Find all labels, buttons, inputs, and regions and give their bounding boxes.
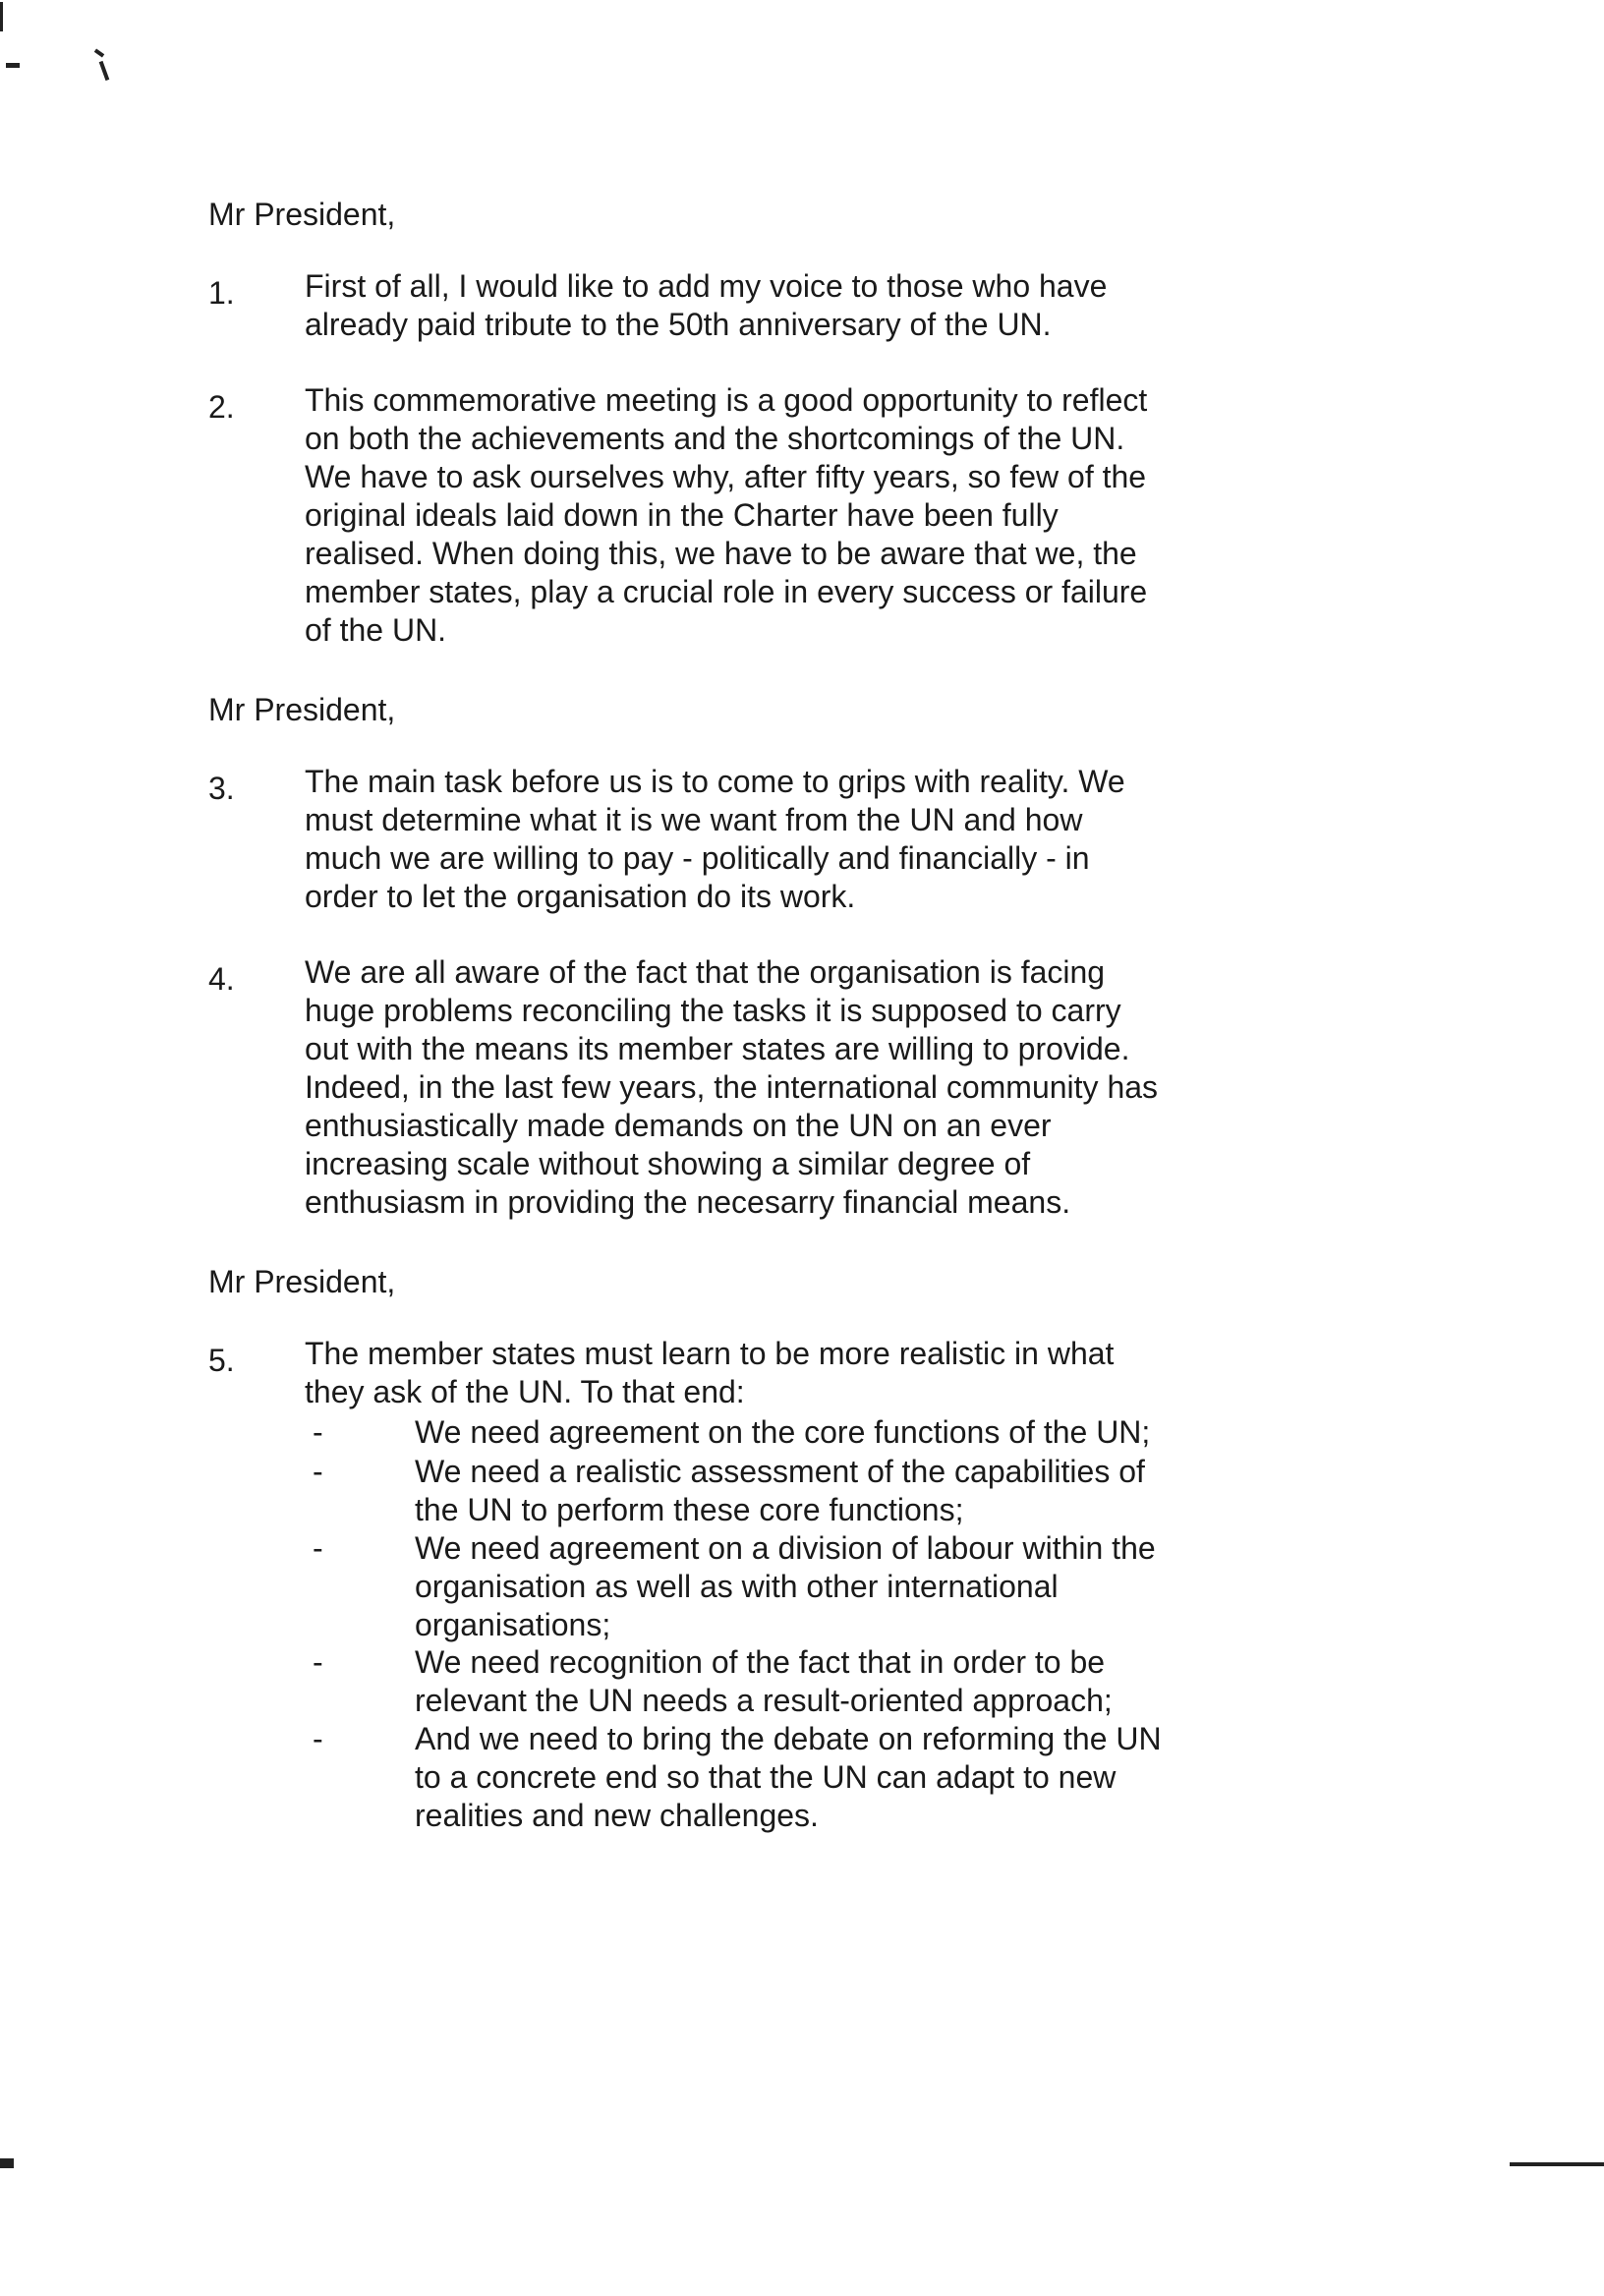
paragraph-text xyxy=(305,763,1484,916)
text-line: And we need to bring the debate on reforming the UN xyxy=(415,1721,1162,1756)
scan-artifact-top-left xyxy=(0,2,3,31)
text-line: First of all, I would like to add my voice to those who have xyxy=(305,268,1108,304)
text-line: The main task before us is to come to grips with reality. We xyxy=(305,764,1125,799)
text-line: already paid tribute to the 50th anniversary of the UN. xyxy=(305,307,1052,342)
text-line: of the UN. xyxy=(305,612,447,648)
salutation: Mr President, xyxy=(208,197,396,232)
text-line: realities and new challenges. xyxy=(415,1798,819,1833)
bullet-dash: - xyxy=(313,1454,323,1489)
text-line: out with the means its member states are willing to provide. xyxy=(305,1031,1130,1066)
text-line: We need a realistic assessment of the capabilities of xyxy=(415,1454,1145,1489)
text-line: on both the achievements and the shortcomings of the UN. xyxy=(305,421,1125,456)
paragraph-number: 5. xyxy=(208,1343,235,1378)
text-line: they ask of the UN. To that end: xyxy=(305,1374,745,1409)
salutation: Mr President, xyxy=(208,1264,396,1299)
text-line: This commemorative meeting is a good opportunity to reflect xyxy=(305,382,1148,418)
text-line: organisations; xyxy=(415,1607,611,1642)
paragraph-number: 3. xyxy=(208,771,235,806)
text-line: We are all aware of the fact that the organisation is facing xyxy=(305,954,1106,990)
text-line: huge problems reconciling the tasks it is supposed to carry xyxy=(305,993,1121,1028)
text-line: We have to ask ourselves why, after fifty years, so few of the xyxy=(305,459,1147,494)
text-line: relevant the UN needs a result-oriented approach; xyxy=(415,1683,1113,1718)
bullet-dash: - xyxy=(313,1530,323,1566)
scan-artifact-top-mark xyxy=(94,48,104,57)
text-line: We need recognition of the fact that in order to be xyxy=(415,1644,1106,1680)
scan-artifact-bottom-left xyxy=(0,2158,14,2168)
paragraph-text xyxy=(305,267,1484,344)
bullet-dash: - xyxy=(313,1414,323,1450)
text-line: to a concrete end so that the UN can adapt to new xyxy=(415,1759,1117,1795)
text-line: must determine what it is we want from the UN and how xyxy=(305,802,1083,837)
text-line: enthusiasm in providing the necesarry financial means. xyxy=(305,1184,1071,1220)
bullet-dash: - xyxy=(313,1644,323,1680)
paragraph-number: 4. xyxy=(208,961,235,997)
bullet-dash: - xyxy=(313,1721,323,1756)
text-line: much we are willing to pay - politically and financially - in xyxy=(305,840,1090,876)
bullet-text xyxy=(415,1643,1113,1720)
text-line: The member states must learn to be more realistic in what xyxy=(305,1336,1115,1371)
paragraph-text xyxy=(305,1335,1484,1411)
scan-artifact-top-left-dash xyxy=(6,63,20,68)
paragraph-text xyxy=(305,381,1484,650)
text-line: enthusiastically made demands on the UN on an ever xyxy=(305,1108,1052,1143)
text-line: increasing scale without showing a similar degree of xyxy=(305,1146,1031,1181)
text-line: the UN to perform these core functions; xyxy=(415,1492,964,1527)
text-line: original ideals laid down in the Charter have been fully xyxy=(305,497,1059,533)
text-line: realised. When doing this, we have to be aware that we, the xyxy=(305,536,1137,571)
text-line: organisation as well as with other international xyxy=(415,1569,1059,1604)
text-line: We need agreement on the core functions of the UN; xyxy=(415,1414,1151,1450)
text-line: We need agreement on a division of labour within the xyxy=(415,1530,1156,1566)
salutation: Mr President, xyxy=(208,692,396,727)
paragraph-text xyxy=(305,953,1484,1222)
scan-artifact-top-mark-2 xyxy=(99,61,110,81)
bullet-text xyxy=(415,1720,1162,1835)
bullet-text xyxy=(415,1529,1156,1644)
scan-artifact-bottom-right xyxy=(1510,2162,1604,2166)
bullet-text xyxy=(415,1413,1150,1452)
text-line: Indeed, in the last few years, the international community has xyxy=(305,1069,1159,1105)
paragraph-number: 2. xyxy=(208,389,235,425)
paragraph-number: 1. xyxy=(208,275,235,311)
text-line: order to let the organisation do its work. xyxy=(305,879,856,914)
bullet-text xyxy=(415,1453,1145,1529)
text-line: member states, play a crucial role in every success or failure xyxy=(305,574,1148,609)
